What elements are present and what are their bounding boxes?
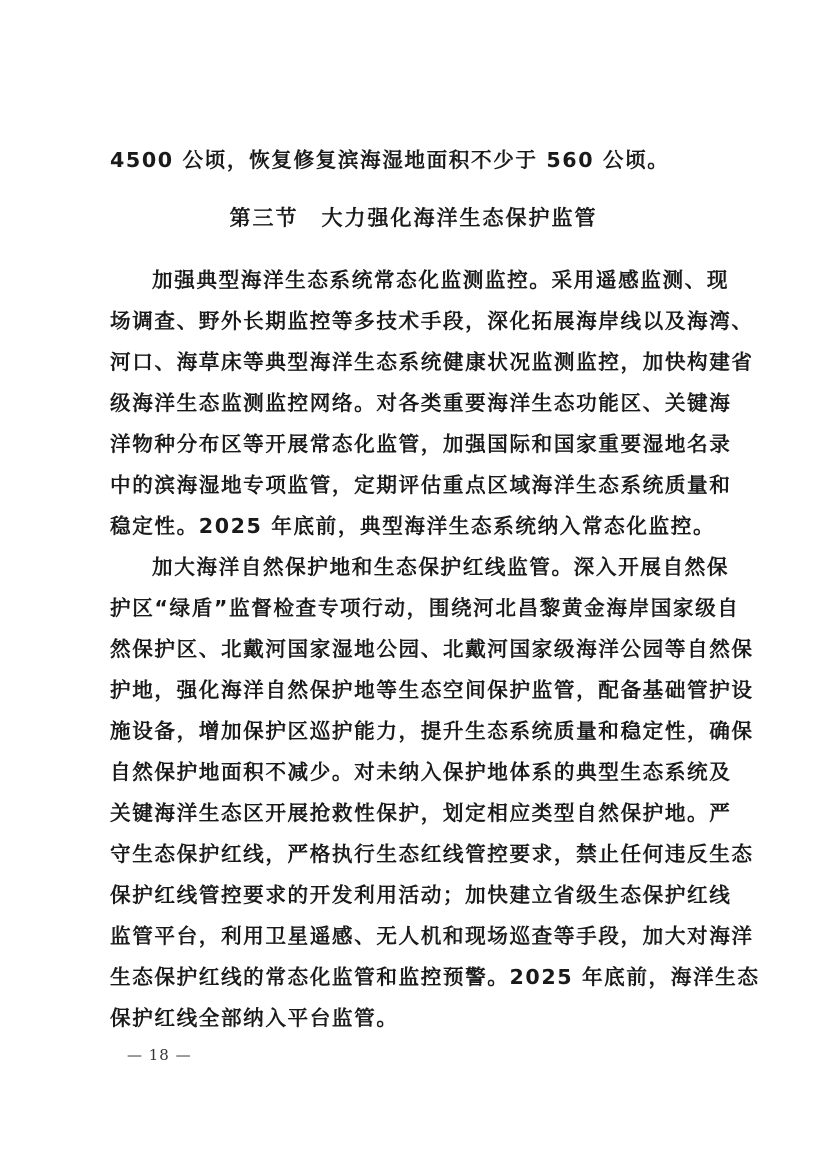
paragraph-line: 生态保护红线的常态化监管和监控预警。2025 年底前，海洋生态 <box>110 965 760 989</box>
paragraph-line: 关键海洋生态区开展抢救性保护，划定相应类型自然保护地。严 <box>110 801 732 825</box>
paragraph-line: 护地，强化海洋自然保护地等生态空间保护监管，配备基础管护设 <box>110 678 754 702</box>
paragraph-line: 施设备，增加保护区巡护能力，提升生态系统质量和稳定性，确保 <box>110 719 754 743</box>
paragraph-line: 监管平台，利用卫星遥感、无人机和现场巡查等手段，加大对海洋 <box>110 924 754 948</box>
paragraph-line: 中的滨海湿地专项监管，定期评估重点区域海洋生态系统质量和 <box>110 473 732 497</box>
paragraph-line: 然保护区、北戴河国家湿地公园、北戴河国家级海洋公园等自然保 <box>110 637 754 661</box>
page-number: — 18 — <box>127 1046 192 1064</box>
paragraph-line: 保护红线全部纳入平台监管。 <box>110 1006 399 1030</box>
paragraph-line: 级海洋生态监测监控网络。对各类重要海洋生态功能区、关键海 <box>110 391 732 415</box>
paragraph-line: 加大海洋自然保护地和生态保护红线监管。深入开展自然保 <box>152 555 730 579</box>
paragraph-line: 自然保护地面积不减少。对未纳入保护地体系的典型生态系统及 <box>110 760 732 784</box>
paragraph-line: 场调查、野外长期监控等多技术手段，深化拓展海岸线以及海湾、 <box>110 309 754 333</box>
paragraph-line: 稳定性。2025 年底前，典型海洋生态系统纳入常态化监控。 <box>110 514 716 538</box>
paragraph-line: 护区“绿盾”监督检查专项行动，围绕河北昌黎黄金海岸国家级自 <box>110 596 740 620</box>
paragraph-line: 守生态保护红线，严格执行生态红线管控要求，禁止任何违反生态 <box>110 842 754 866</box>
paragraph-line: 加强典型海洋生态系统常态化监测监控。采用遥感监测、现 <box>152 268 730 292</box>
paragraph-line: 保护红线管控要求的开发利用活动；加快建立省级生态保护红线 <box>110 883 732 907</box>
paragraph-line: 洋物种分布区等开展常态化监管，加强国际和国家重要湿地名录 <box>110 432 732 456</box>
continuation-line: 4500 公顷，恢复修复滨海湿地面积不少于 560 公顷。 <box>110 148 670 172</box>
paragraph-line: 河口、海草床等典型海洋生态系统健康状况监测监控，加快构建省 <box>110 350 754 374</box>
section-heading: 第三节 大力强化海洋生态保护监管 <box>229 206 598 230</box>
